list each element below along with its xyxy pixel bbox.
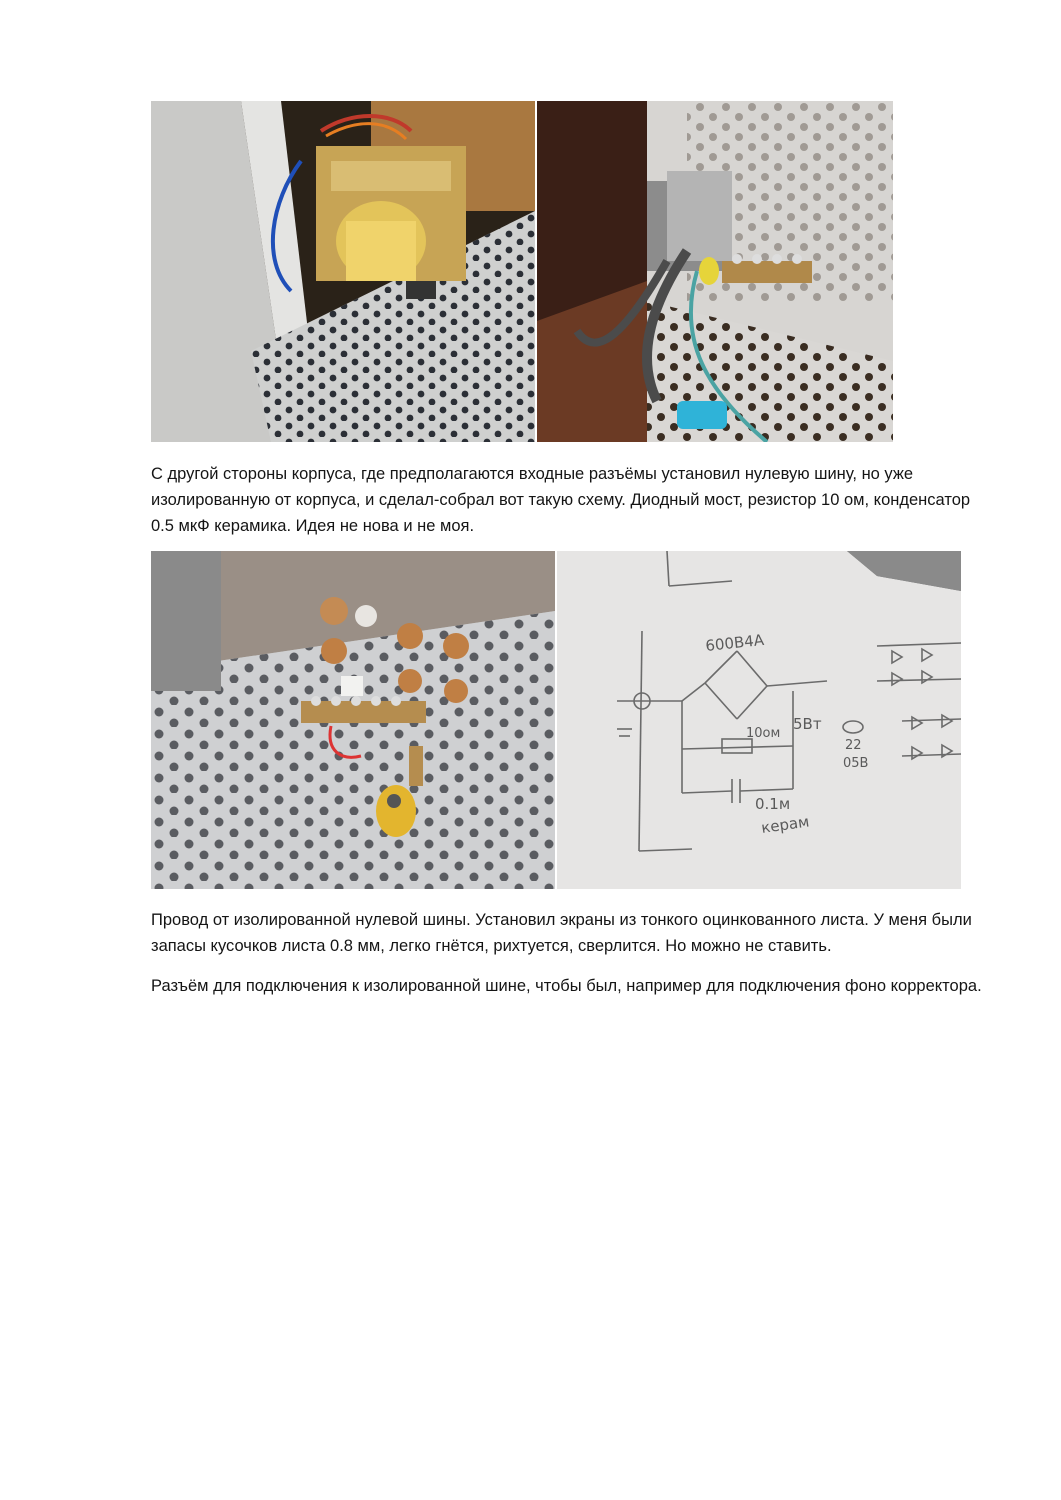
sketch-cap-value: 0.1м [755,795,791,813]
sketch-power-label: 5Вт [793,715,822,733]
paragraph-2: Провод от изолированной нулевой шины. Установил экраны из тонкого оцинкованного листа. У меня были запасы кусочков листа 0.8 мм, легко гнётся, рихтуется, сверлится. Но можно не ставить. [151,911,972,955]
sketch-side-b: 05В [843,756,869,771]
paragraph-1: С другой стороны корпуса, где предполагаются входные разъёмы установил нулевую шину, но уже изолированную от корпуса, и сделал-собрал вот такую схему. Диодный мост, резистор 10 ом, конденсатор 0.5 мкФ керамика. Идея не нова и не моя. [151,465,971,535]
sketch-resistor-label: 10ом [746,726,781,741]
schematic-sketch [557,551,961,889]
photo-isolated-bus [151,551,555,889]
sketch-diode-rating: 600В4А [704,630,765,655]
paragraph-3: Разъём для подключения к изолированной шине, чтобы был, например для подключения фоно корректора. [151,977,982,995]
photo-mains-filter [537,101,893,442]
photo-transformer [151,101,535,442]
sketch-side-a: 22 [845,738,862,753]
sketch-cap-type: керам [760,812,811,837]
